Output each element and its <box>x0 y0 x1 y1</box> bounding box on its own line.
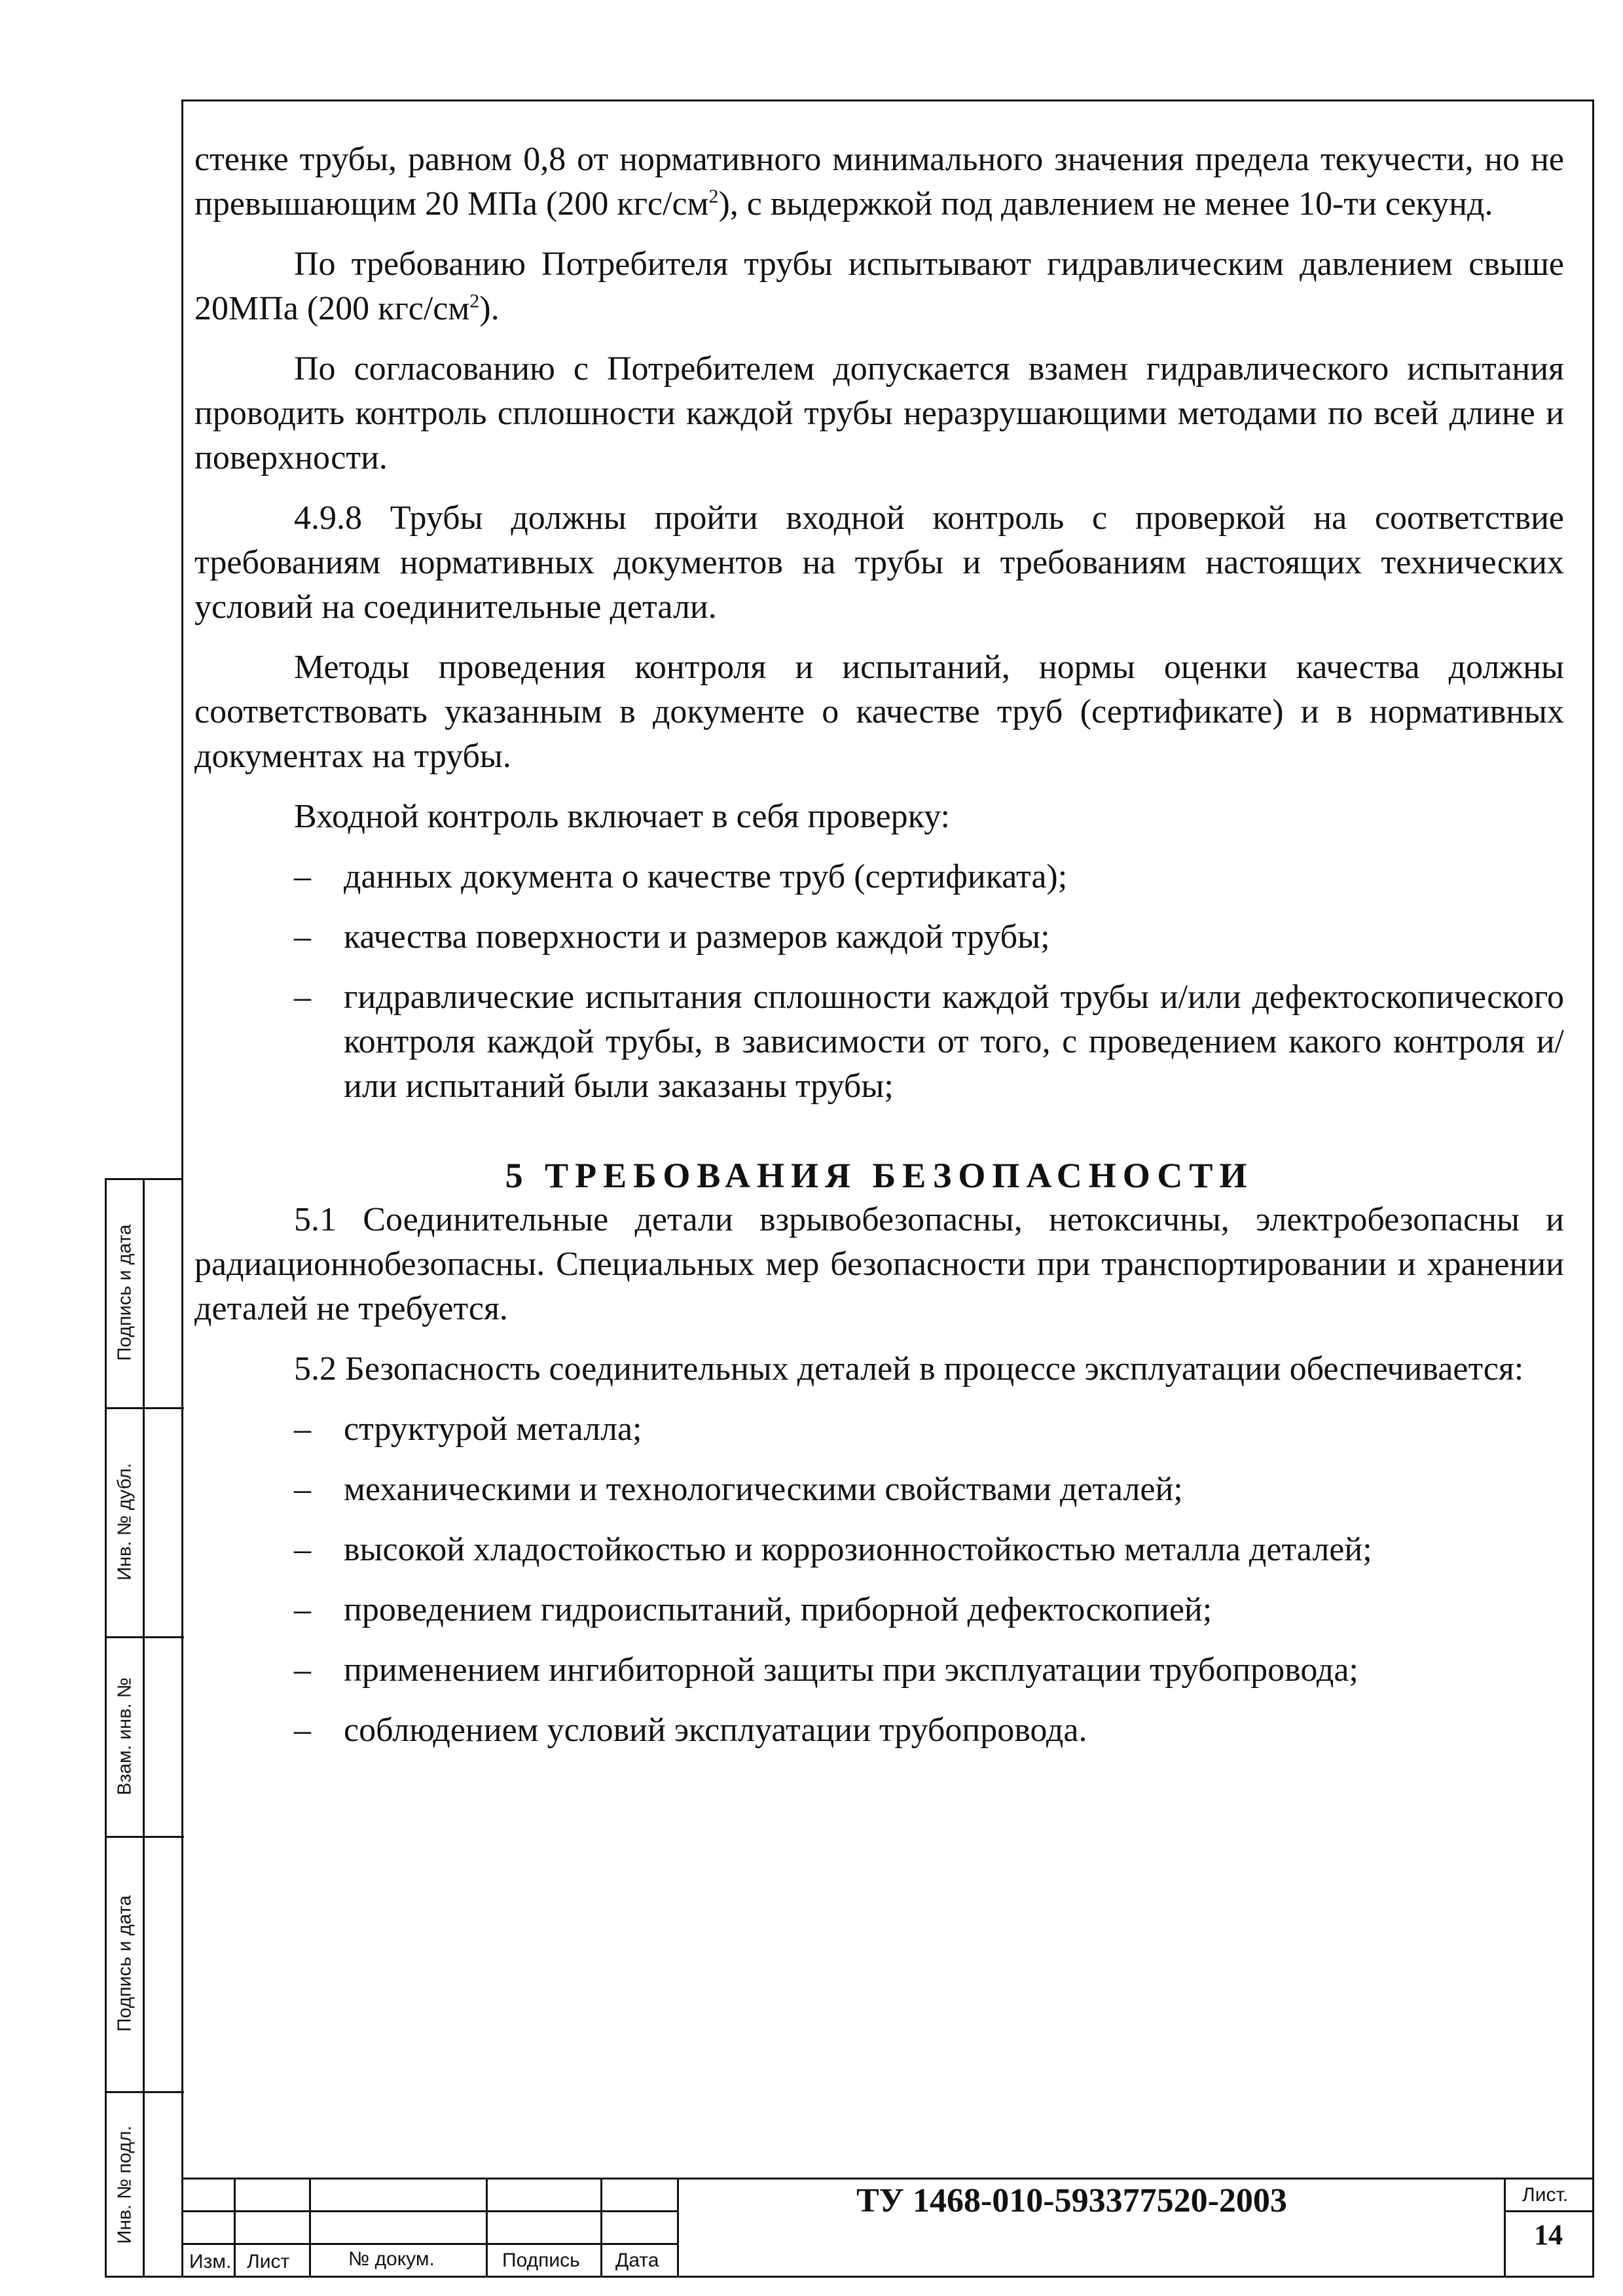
list-item: – механическими и технологическими свойствами деталей; <box>294 1471 1183 1508</box>
sheet-number: 14 <box>1534 2219 1563 2251</box>
col-doc-label: № докум. <box>348 2248 435 2270</box>
paragraph: Входной контроль включает в себя проверку: <box>294 798 950 835</box>
side-label-inv-podl: Инв. № подл. <box>114 2125 136 2244</box>
paragraph: По требованию Потребителя трубы испытывают гидравлическим давлением свыше 20МПа (200 кгс/$см^2$). <box>194 245 1564 327</box>
document-code: ТУ 1468-010-593377520-2003 <box>856 2182 1287 2219</box>
list-item: – данных документа о качестве труб (сертификата); <box>294 858 1068 895</box>
col-izm-label: Изм. <box>189 2251 232 2272</box>
list-item: – гидравлические испытания сплошности каждой трубы и/или дефектоскопического контроля каждой трубы, в зависимости от того, с проведением какого контроля и/или испытаний были заказаны трубы; <box>294 978 1564 1105</box>
list-item: – структурой металла; <box>294 1410 642 1448</box>
list-item: – качества поверхности и размеров каждой трубы; <box>294 918 1050 956</box>
paragraph: стенке трубы, равном 0,8 от нормативного минимального значения предела текучести, но не превышающим 20 МПа (200 кгс/$см^2$), с выдержкой под давлением не менее 10-ти секунд. <box>194 141 1564 223</box>
side-stamp <box>105 1178 182 2278</box>
paragraph-5-2: 5.2 Безопасность соединительных деталей в процессе эксплуатации обеспечивается: <box>294 1350 1524 1388</box>
col-list-label: Лист <box>247 2251 290 2272</box>
side-label-sign-date-2: Подпись и дата <box>114 1895 136 2032</box>
list-item: – применением ингибиторной защиты при эксплуатации трубопровода; <box>294 1651 1359 1689</box>
paragraph-4-9-8: 4.9.8 Трубы должны пройти входной контроль с проверкой на соответствие требованиям нормативных документов на трубы и требованиям настоящих технических условий на соединительные детали. <box>194 499 1564 626</box>
paragraph-5-1: 5.1 Соединительные детали взрывобезопасны, нетоксичны, электробезопасны и радиационнобезопасны. Специальных мер безопасности при транспортировании и хранении деталей не требуется. <box>194 1201 1564 1327</box>
paragraph: Методы проведения контроля и испытаний, нормы оценки качества должны соответствовать указанным в документе о качестве труб (сертификате) и в нормативных документах на трубы. <box>194 649 1564 775</box>
sheet-label: Лист. <box>1522 2184 1569 2206</box>
side-label-vzam-inv: Взам. инв. № <box>114 1677 136 1795</box>
list-item: – проведением гидроиспытаний, приборной дефектоскопией; <box>294 1591 1213 1628</box>
list-item: – высокой хладостойкостью и коррозионностойкостью металла деталей; <box>294 1531 1372 1568</box>
col-sign-label: Подпись <box>502 2250 580 2271</box>
section-title: 5 ТРЕБОВАНИЯ БЕЗОПАСНОСТИ <box>505 1156 1254 1195</box>
title-block <box>181 2178 1594 2278</box>
paragraph: По согласованию с Потребителем допускается взамен гидравлического испытания проводить контроль сплошности каждой трубы неразрушающими методами по всей длине и поверхности. <box>194 350 1564 476</box>
document-body <box>194 137 1564 1753</box>
side-label-inv-dubl: Инв. № дубл. <box>114 1463 136 1581</box>
col-date-label: Дата <box>615 2250 659 2271</box>
list-item: – соблюдением условий эксплуатации трубопровода. <box>294 1712 1087 1749</box>
side-label-sign-date: Подпись и дата <box>114 1224 136 1361</box>
